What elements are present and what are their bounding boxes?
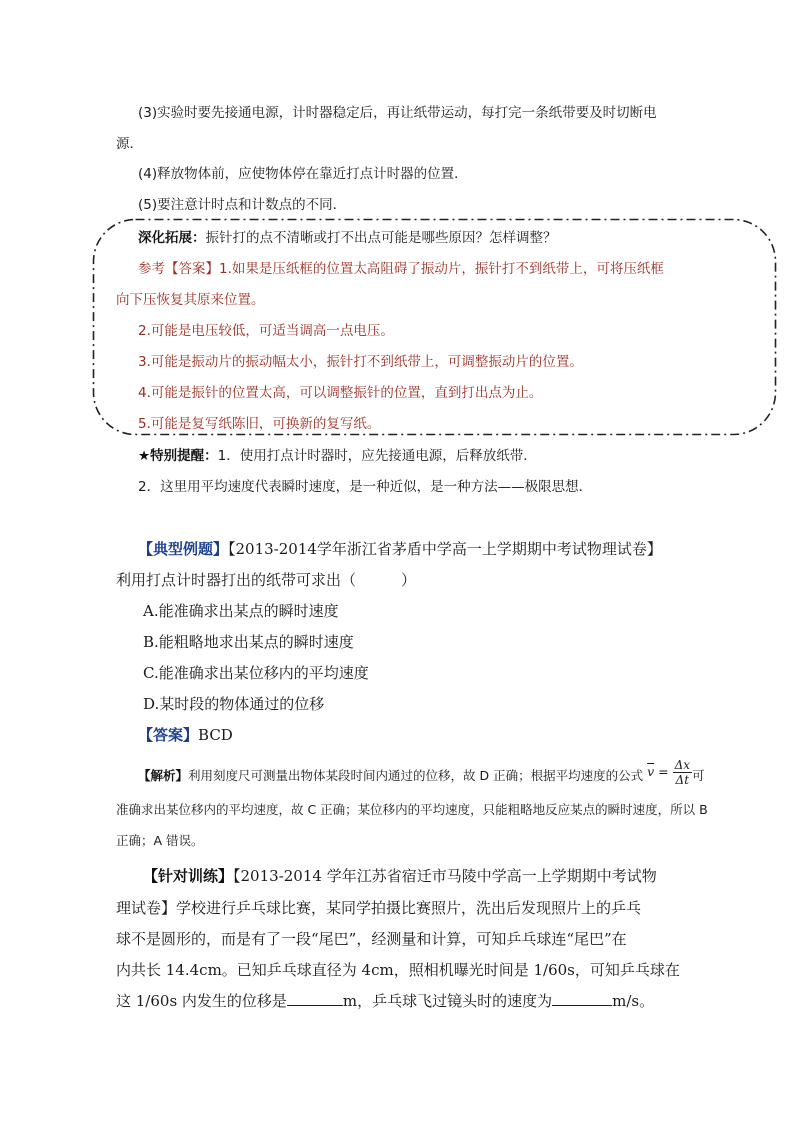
formula-fraction [673,758,692,787]
reminder-line-1 [138,446,537,466]
training-line-5 [116,991,654,1011]
reminder-1: 1．使用打点计时器时，应先接通电源，后释放纸带． [217,448,537,464]
displacement-blank[interactable] [287,991,343,1006]
extension-answer-5: 5.可能是复写纸陈旧，可换新的复写纸。 [138,416,381,432]
training-unit-2: m/s。 [612,992,655,1010]
extension-answer-3: 3.可能是振动片的振动幅太小，振针打不到纸带上，可调整振动片的位置。 [138,354,583,370]
ref-prefix: 参考 [138,261,165,277]
note-5: (5)要注意计时点和计数点的不同． [138,197,347,213]
example-answer-label: 【答案】 [138,726,199,744]
analysis-line-1 [138,758,705,791]
example-option-b: B.能粗略地求出某点的瞬时速度 [143,633,354,651]
note-4: (4)释放物体前，应使物体停在靠近打点计时器的位置． [138,166,468,182]
note-3-line-1: (3)实验时要先接通电源，计时器稳定后，再让纸带运动，每打完一条纸带要及时切断电 [138,105,657,121]
example-source: 【2013-2014学年浙江省茅盾中学高一上学期期中考试物理试卷】 [228,540,662,558]
analysis-label: 【解析】 [138,768,189,783]
example-heading [138,539,662,559]
example-answer-value: BCD [198,726,233,744]
training-heading [143,866,657,886]
extension-question-line [138,228,557,248]
training-source-1: 【2013-2014 学年江苏省宿迁市马陵中学高一上学期期中考试物 [233,867,657,885]
extension-label: 深化拓展： [138,230,206,246]
training-source-2: 理试卷】 [116,899,177,917]
example-option-d: D.某时段的物体通过的位移 [143,695,325,713]
velocity-blank[interactable] [552,991,612,1006]
average-velocity-formula: $\overline{v}$ = $\frac{\Delta x}{\Delta t}$ [647,758,690,787]
formula-numerator: Δx [674,758,690,772]
training-line-4: 内共长 14.4cm。已知乒乓球直径为 4cm，照相机曝光时间是 1/60s，可知乒乓球在 [116,961,680,979]
note-3-line-2: 源． [116,136,143,152]
analysis-text-1: 利用刻度尺可测量出物体某段时间内通过的位移，故 D 正确；根据平均速度的公式 [188,768,644,783]
example-stem: 利用打点计时器打出的纸带可求出（ ） [116,571,417,589]
example-option-c: C.能准确求出某位移内的平均速度 [143,664,369,682]
example-label: 【典型例题】 [138,540,229,558]
formula-v: $\overline{v}$ [647,764,655,779]
example-answer [138,725,233,745]
extension-answer-1-cont: 向下压恢复其原来位置。 [116,292,265,308]
example-option-a: A.能准确求出某点的瞬时速度 [143,602,339,620]
answer-1-text: 1.如果是压纸框的位置太高阻碍了振动片，振针打不到纸带上，可将压纸框 [219,261,664,277]
extension-answer-1 [138,259,664,279]
extension-question: 振针打的点不清晰或打不出点可能是哪些原因？怎样调整？ [205,230,557,246]
reminder-label: ★特别提醒： [138,448,218,464]
extension-answer-2: 2.可能是电压较低，可适当调高一点电压。 [138,323,394,339]
analysis-line-2: 准确求出某位移内的平均速度，故 C 正确；某位移内的平均速度，只能粗略地反应某点的瞬时速度，所以 B [116,802,708,817]
reminder-2: 2．这里用平均速度代表瞬时速度，是一种近似，是一种方法——极限思想． [138,479,593,495]
training-line-3: 球不是圆形的，而是有了一段“尾巴”，经测量和计算，可知乒乓球连“尾巴”在 [116,930,627,948]
training-text-5: 这 1/60s 内发生的位移是 [116,992,287,1010]
training-unit-1: m，乒乓球飞过镜头时的速度为 [342,992,553,1010]
formula-denominator: Δt [675,773,690,787]
answer-label: 【答案】 [165,261,219,277]
training-label: 【针对训练】 [143,867,234,885]
extension-answer-4: 4.可能是振针的位置太高，可以调整振针的位置，直到打出点为止。 [138,385,543,401]
training-line-2 [116,898,641,918]
training-text-1: 学校进行乒乓球比赛，某同学拍摄比赛照片，洗出后发现照片上的乒乓 [176,899,642,917]
analysis-line-3: 正确；A 错误。 [116,833,204,848]
analysis-text-1-tail: 可 [692,768,705,783]
